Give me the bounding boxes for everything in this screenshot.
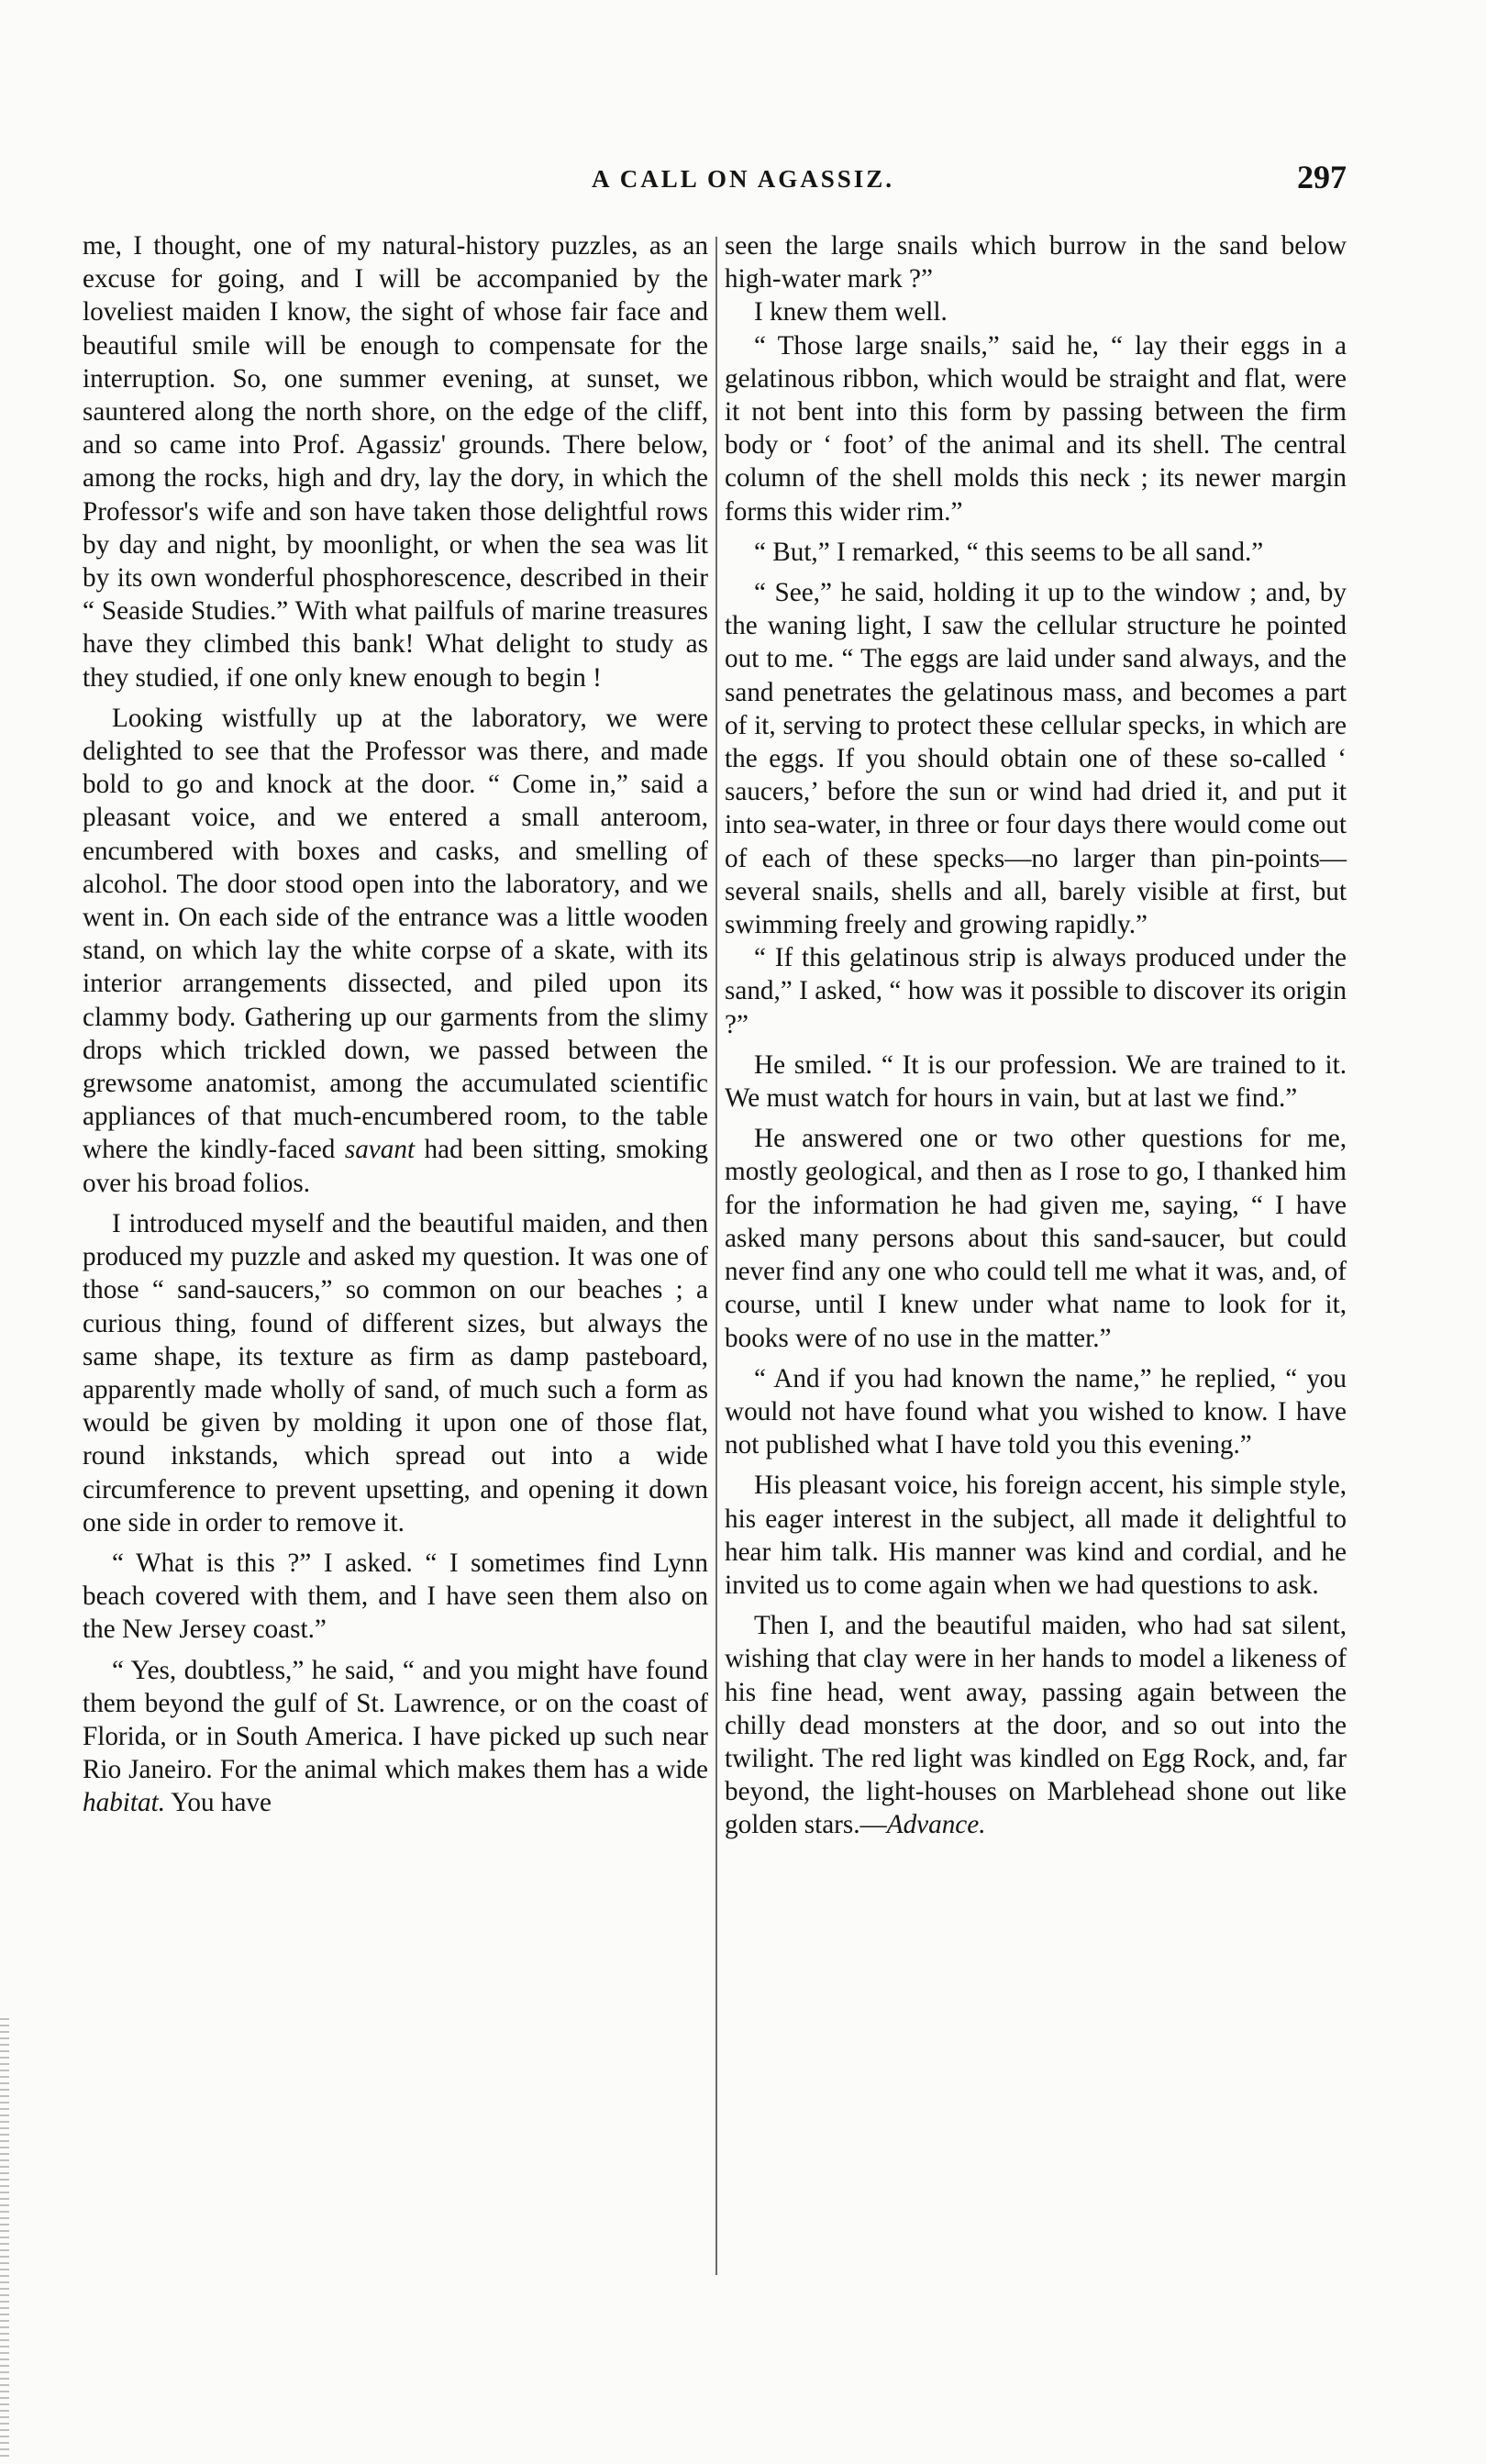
paragraph: “ But,” I remarked, “ this seems to be all sand.” — [754, 537, 1264, 567]
page-number: 297 — [1297, 159, 1347, 195]
source-attribution: Advance. — [886, 1810, 986, 1840]
paragraph: He answered one or two other questions for me, mostly geological, and then as I rose to go, I thanked him for the information he had given me, saying, “ I have asked many persons about this sand-saucer, but could never find any one who could tell me what it was, and, of course, until I knew under what name to look for it, books were of no use in the matter.” — [725, 1124, 1347, 1353]
paragraph: “ See,” he said, holding it up to the window ; and, by the waning light, I saw the cellular structure he pointed out to me. “ The eggs are laid under sand always, and the sand penetrates the gelatinous mass, and becomes a part of it, serving to protect these cellular specks, in which are the eggs. If you should obtain one of these so-called ‘ saucers,’ before the sun or wind had dried it, and put it into sea-water, in three or four days there would come out of each of these specks—no larger than pin-points—several snails, shells and all, barely visible at first, but swimming freely and growing rapidly.” — [725, 578, 1347, 940]
paragraph — [83, 702, 708, 1200]
text-run: “ Yes, doubtless,” he said, “ and you might have found them beyond the gulf of St. Lawrence, or on the coast of Florida, or in South America. I have picked up such near Rio Janeiro. For the animal which makes them has a wide — [83, 1655, 708, 1785]
text-run: Looking wistfully up at the laboratory, we were delighted to see that the Professor was there, and made bold to go and knock at the door. “ Come in,” said a pleasant voice, and we entered a small anteroom, encumbered with boxes and casks, and smelling of alcohol. The door stood open into the laboratory, and we went in. On each side of the entrance was a little wooden stand, on which lay the white corpse of a skate, with its interior arrangements dissected, and piled upon its clammy body. Gathering up our garments from the slimy drops which trickled down, we passed between the grewsome anatomist, among the accumulated scientific appliances of that much-encumbered room, to the table where the kindly-faced — [83, 703, 708, 1165]
left-column — [83, 229, 708, 1820]
text-run: Then I, and the beautiful maiden, who had sat silent, wishing that clay were in her hands to model a likeness of his fine head, went away, passing again between the chilly dead monsters at the door, and so out into the twilight. The red light was kindled on Egg Rock, and, far beyond, the light-houses on Marblehead shone out like golden stars.— — [725, 1611, 1347, 1840]
paragraph: “ If this gelatinous strip is always produced under the sand,” I asked, “ how was it possible to discover its origin ?” — [725, 943, 1347, 1039]
paragraph: His pleasant voice, his foreign accent, his simple style, his eager interest in the subject, all made it delightful to hear him talk. His manner was kind and cordial, and he invited us to come again when we had questions to ask. — [725, 1471, 1347, 1600]
paragraph: He smiled. “ It is our profession. We are trained to it. We must watch for hours in vain, but at last we find.” — [725, 1049, 1347, 1114]
paragraph: “ Those large snails,” said he, “ lay their eggs in a gelatinous ribbon, which would be straight and flat, were it not bent into this form by passing between the firm body or ‘ foot’ of the animal and its shell. The central column of the shell molds this neck ; its newer margin forms this wider rim.” — [725, 330, 1347, 527]
italic-word: savant — [344, 1135, 416, 1165]
running-header: A CALL ON AGASSIZ. — [591, 165, 895, 193]
right-column — [725, 229, 1347, 1842]
paragraph: I knew them well. — [754, 297, 948, 327]
column-divider — [715, 237, 717, 2275]
paragraph: seen the large snails which burrow in the sand below high-water mark ?” — [725, 231, 1347, 294]
paragraph: “ What is this ?” I asked. “ I sometimes find Lynn beach covered with them, and I have seen them also on the New Jersey coast.” — [83, 1548, 708, 1645]
paragraph: “ And if you had known the name,” he replied, “ you would not have found what you wished to know. I have not published what I have told you this evening.” — [725, 1363, 1347, 1460]
paragraph: I introduced myself and the beautiful maiden, and then produced my puzzle and asked my question. It was one of those “ sand-saucers,” so common on our beaches ; a curious thing, found of different sizes, but always the same shape, its texture as firm as damp pasteboard, apparently made wholly of sand, of much such a form as would be given by molding it upon one of those flat, round inkstands, which spread out into a wide circumference to prevent upsetting, and opening it down one side in order to remove it. — [83, 1208, 708, 1537]
paragraph: me, I thought, one of my natural-history puzzles, as an excuse for going, and I will be accompanied by the loveliest maiden I know, the sight of whose fair face and beautiful smile will be enough to compensate for the interruption. So, one summer evening, at sunset, we sauntered along the north shore, on the edge of the cliff, and so came into Prof. Agassiz' grounds. There below, among the rocks, high and dry, lay the dory, in which the Professor's wife and son have taken those delightful rows by day and night, by moonlight, or when the sea was lit by its own wonderful phosphorescence, described in their “ Seaside Studies.” With what pailfuls of marine treasures have they climbed this bank! What delight to study as they studied, if one only knew enough to begin ! — [83, 231, 708, 693]
paragraph — [83, 1654, 708, 1820]
paragraph — [725, 1609, 1347, 1841]
text-run: had been sitting, smoking over his broad folios. — [83, 1135, 709, 1198]
text-run: You have — [171, 1788, 272, 1818]
scan-edge-mark — [0, 2018, 9, 2458]
italic-word: habitat. — [83, 1788, 165, 1818]
